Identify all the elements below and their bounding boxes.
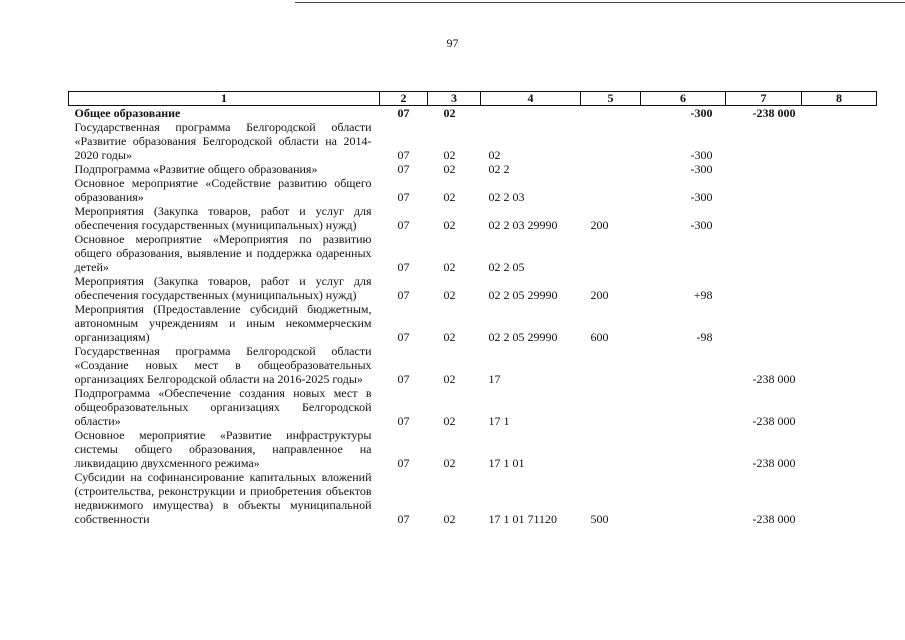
row-name: Мероприятия (Закупка товаров, работ и услуг для обеспечения государственных (муниципальных) нужд) xyxy=(74,204,372,232)
table-row xyxy=(69,302,877,344)
row-section: 07 xyxy=(397,330,410,344)
row-amount-col7 xyxy=(726,176,802,204)
row-amount-col7 xyxy=(726,274,802,302)
page-number: 97 xyxy=(446,36,459,50)
row-expense-type xyxy=(581,428,641,470)
row-name: Подпрограмма «Развитие общего образования» xyxy=(74,162,318,176)
row-section: 07 xyxy=(397,162,410,176)
row-target-code: 02 2 03 29990 xyxy=(488,218,558,232)
row-amount-col7: -238 000 xyxy=(752,512,796,526)
row-amount-col7: -238 000 xyxy=(752,372,796,386)
row-amount-col8 xyxy=(802,120,877,162)
row-amount-col6: -300 xyxy=(690,190,713,204)
row-amount-col8 xyxy=(802,162,877,176)
column-header: 6 xyxy=(641,92,726,106)
row-name: Субсидии на софинансирование капитальных вложений (строительства, реконструкции и приобретения объектов недвижимого имущества) в объекты муниципальной собственности xyxy=(74,470,372,526)
row-section: 07 xyxy=(397,512,410,526)
row-subsection: 02 xyxy=(443,190,456,204)
row-subsection: 02 xyxy=(443,414,456,428)
table-row xyxy=(69,106,877,121)
row-amount-col6 xyxy=(641,386,726,428)
row-section: 07 xyxy=(397,148,410,162)
table-row xyxy=(69,120,877,162)
table-body xyxy=(69,106,877,527)
row-subsection: 02 xyxy=(443,106,456,120)
row-subsection: 02 xyxy=(443,456,456,470)
row-amount-col8 xyxy=(802,274,877,302)
scan-edge-line xyxy=(295,2,905,3)
row-amount-col6: -300 xyxy=(690,148,713,162)
row-amount-col6 xyxy=(641,428,726,470)
row-subsection: 02 xyxy=(443,148,456,162)
column-header: 3 xyxy=(428,92,481,106)
budget-table xyxy=(68,91,877,526)
row-amount-col8 xyxy=(802,344,877,386)
column-header: 7 xyxy=(726,92,802,106)
row-name: Основное мероприятие «Мероприятия по развитию общего образования, выявление и поддержка одаренных детей» xyxy=(74,232,372,274)
row-subsection: 02 xyxy=(443,372,456,386)
row-expense-type xyxy=(581,120,641,162)
row-target-code: 02 xyxy=(488,148,501,162)
row-amount-col7: -238 000 xyxy=(752,414,796,428)
row-subsection: 02 xyxy=(443,330,456,344)
table-row xyxy=(69,274,877,302)
row-amount-col8 xyxy=(802,204,877,232)
row-section: 07 xyxy=(397,456,410,470)
row-name: Государственная программа Белгородской области «Создание новых мест в общеобразовательных организациях Белгородской области на 2016-2025 годы» xyxy=(74,344,372,386)
row-section: 07 xyxy=(397,414,410,428)
table-row xyxy=(69,344,877,386)
row-target-code: 02 2 xyxy=(488,162,510,176)
row-target-code: 17 1 01 xyxy=(488,456,525,470)
row-subsection: 02 xyxy=(443,162,456,176)
row-amount-col6: -300 xyxy=(690,218,713,232)
row-amount-col8 xyxy=(802,176,877,204)
table-row xyxy=(69,176,877,204)
row-target-code: 02 2 05 29990 xyxy=(488,330,558,344)
row-section: 07 xyxy=(397,218,410,232)
row-target-code: 02 2 03 xyxy=(488,190,525,204)
row-expense-type: 200 xyxy=(590,218,609,232)
row-amount-col8 xyxy=(802,470,877,526)
row-expense-type: 200 xyxy=(590,288,609,302)
row-name: Государственная программа Белгородской области «Развитие образования Белгородской области на 2014-2020 годы» xyxy=(74,120,372,162)
row-target-code xyxy=(481,106,581,121)
row-amount-col7 xyxy=(726,232,802,274)
row-amount-col6 xyxy=(641,232,726,274)
row-subsection: 02 xyxy=(443,288,456,302)
row-amount-col8 xyxy=(802,428,877,470)
row-section: 07 xyxy=(397,372,410,386)
row-subsection: 02 xyxy=(443,512,456,526)
row-expense-type: 600 xyxy=(590,330,609,344)
table-row xyxy=(69,470,877,526)
row-amount-col8 xyxy=(802,386,877,428)
row-amount-col6: -300 xyxy=(690,106,713,120)
row-amount-col8 xyxy=(802,302,877,344)
row-amount-col8 xyxy=(802,106,877,121)
row-section: 07 xyxy=(397,288,410,302)
row-amount-col7: -238 000 xyxy=(752,106,796,120)
row-target-code: 02 2 05 xyxy=(488,260,525,274)
row-target-code: 17 xyxy=(488,372,501,386)
row-amount-col7: -238 000 xyxy=(752,456,796,470)
row-amount-col7 xyxy=(726,120,802,162)
row-expense-type xyxy=(581,232,641,274)
column-header: 5 xyxy=(581,92,641,106)
row-section: 07 xyxy=(397,106,410,120)
row-name: Основное мероприятие «Содействие развитию общего образования» xyxy=(74,176,372,204)
table-row xyxy=(69,162,877,176)
row-expense-type xyxy=(581,162,641,176)
row-expense-type xyxy=(581,176,641,204)
row-amount-col7 xyxy=(726,302,802,344)
table-row xyxy=(69,204,877,232)
row-amount-col6 xyxy=(641,470,726,526)
table-row xyxy=(69,428,877,470)
row-amount-col7 xyxy=(726,162,802,176)
row-amount-col6 xyxy=(641,344,726,386)
row-target-code: 17 1 xyxy=(488,414,510,428)
row-target-code: 17 1 01 71120 xyxy=(488,512,558,526)
row-section: 07 xyxy=(397,260,410,274)
row-amount-col6: -300 xyxy=(690,162,713,176)
table-row xyxy=(69,232,877,274)
row-expense-type xyxy=(581,344,641,386)
row-name: Основное мероприятие «Развитие инфраструктуры системы общего образования, направленное на ликвидацию двухсменного режима» xyxy=(74,428,372,470)
column-header: 8 xyxy=(802,92,877,106)
row-expense-type xyxy=(581,106,641,121)
row-name: Общее образование xyxy=(74,106,181,120)
row-amount-col6: -98 xyxy=(696,330,713,344)
row-amount-col8 xyxy=(802,232,877,274)
row-name: Подпрограмма «Обеспечение создания новых мест в общеобразовательных организациях Белгородской области» xyxy=(74,386,372,428)
table-row xyxy=(69,386,877,428)
column-header: 2 xyxy=(380,92,428,106)
column-header: 4 xyxy=(481,92,581,106)
header-row xyxy=(69,92,877,106)
column-header: 1 xyxy=(69,92,380,106)
row-amount-col7 xyxy=(726,204,802,232)
row-name: Мероприятия (Закупка товаров, работ и услуг для обеспечения государственных (муниципальных) нужд) xyxy=(74,274,372,302)
row-expense-type: 500 xyxy=(590,512,609,526)
row-target-code: 02 2 05 29990 xyxy=(488,288,558,302)
row-expense-type xyxy=(581,386,641,428)
row-name: Мероприятия (Предоставление субсидий бюджетным, автономным учреждениям и иным некоммерческим организациям) xyxy=(74,302,372,344)
row-subsection: 02 xyxy=(443,260,456,274)
row-subsection: 02 xyxy=(443,218,456,232)
row-amount-col6: +98 xyxy=(693,288,713,302)
row-section: 07 xyxy=(397,190,410,204)
